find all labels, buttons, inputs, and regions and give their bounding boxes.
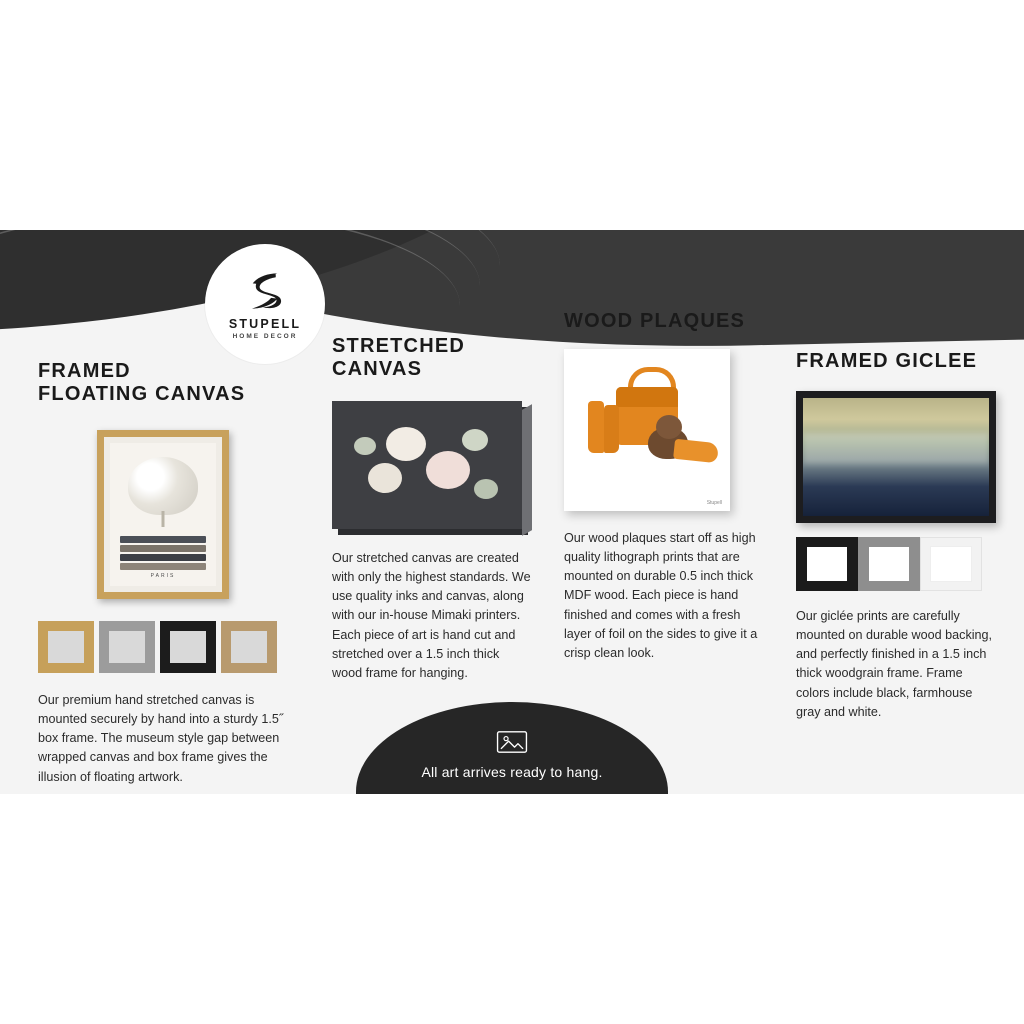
frame-swatch-row bbox=[38, 621, 288, 673]
leaf-illustration bbox=[354, 437, 376, 455]
dog-head-illustration bbox=[656, 415, 682, 439]
product-image-wood-plaque bbox=[564, 349, 764, 511]
handbag-flap-illustration bbox=[616, 387, 678, 407]
product-image-stretched-canvas bbox=[332, 401, 532, 529]
books-illustration bbox=[120, 534, 206, 570]
column-description: Our stretched canvas are created with only the highest standards. We use quality inks and canvas, along with our in-house Mimaki printers. Each piece of art is hand cut and stretched over a 1.5 inch thick wood frame for hanging. bbox=[332, 551, 531, 680]
brand-logo bbox=[205, 244, 325, 364]
column-description: Our premium hand stretched canvas is mounted securely by hand into a sturdy 1.5˝ box frame. The museum style gap between wrapped canvas and box frame gives the illusion of floating artwork. bbox=[38, 693, 284, 784]
picture-frame-icon bbox=[495, 728, 529, 756]
swirl-s-logo-icon bbox=[242, 268, 288, 314]
bouquet-illustration bbox=[128, 457, 198, 515]
frame-color-white[interactable] bbox=[920, 537, 982, 591]
frame-swatch-woodgrain[interactable] bbox=[221, 621, 277, 673]
artist-signature: Stupell bbox=[706, 500, 722, 506]
giclee-art bbox=[803, 398, 989, 516]
stem-illustration bbox=[162, 511, 165, 527]
product-image-framed-giclee bbox=[796, 391, 996, 523]
flower-illustration bbox=[368, 463, 402, 493]
boot-illustration bbox=[604, 405, 619, 453]
column-stretched-canvas bbox=[332, 335, 532, 683]
column-framed-floating-canvas bbox=[38, 360, 288, 787]
column-framed-giclee bbox=[796, 350, 996, 722]
brand-subtitle: HOME DECOR bbox=[232, 333, 298, 341]
stretched-canvas-art bbox=[332, 401, 522, 529]
column-title: WOOD PLAQUES bbox=[564, 310, 746, 332]
wood-plaque-art bbox=[564, 349, 730, 511]
brand-name: STUPELL bbox=[228, 316, 302, 331]
column-description: Our wood plaques start off as high quality lithograph prints that are mounted on durable 0.5 inch thick MDF wood. Each piece is hand finished and comes with a fresh layer of foil on the sides to give it a crisp clean look. bbox=[564, 531, 758, 660]
frame-color-black[interactable] bbox=[796, 537, 858, 591]
column-title: FRAMED FLOATING CANVAS bbox=[38, 360, 246, 405]
ready-to-hang-ribbon bbox=[356, 702, 668, 794]
boot-illustration bbox=[588, 401, 604, 453]
product-image-framed-floating-canvas bbox=[38, 430, 288, 599]
frame-swatch-silver[interactable] bbox=[99, 621, 155, 673]
haze-illustration bbox=[803, 433, 989, 464]
column-title: STRETCHED CANVAS bbox=[332, 335, 466, 380]
leaf-illustration bbox=[474, 479, 498, 499]
column-title: FRAMED GICLEE bbox=[796, 350, 978, 372]
scarf-illustration bbox=[673, 439, 719, 463]
giclee-frame-color-row bbox=[796, 537, 996, 591]
canvas-side-edge bbox=[522, 404, 532, 536]
frame-swatch-black[interactable] bbox=[160, 621, 216, 673]
ribbon-text: All art arrives ready to hang. bbox=[421, 764, 603, 780]
flower-illustration bbox=[426, 451, 470, 489]
leaf-illustration bbox=[462, 429, 488, 451]
product-construction-banner bbox=[0, 230, 1024, 794]
column-wood-plaques bbox=[564, 310, 764, 663]
floating-frame bbox=[97, 430, 229, 599]
art-caption: PARIS bbox=[150, 573, 176, 579]
frame-color-farmhouse-gray[interactable] bbox=[858, 537, 920, 591]
column-description: Our giclée prints are carefully mounted on durable wood backing, and perfectly finished in a 1.5 inch thick woodgrain frame. Frame colors include black, farmhouse gray and white. bbox=[796, 609, 993, 719]
frame-swatch-gold[interactable] bbox=[38, 621, 94, 673]
floating-frame-art bbox=[110, 443, 216, 586]
flower-illustration bbox=[386, 427, 426, 461]
giclee-frame bbox=[796, 391, 996, 523]
